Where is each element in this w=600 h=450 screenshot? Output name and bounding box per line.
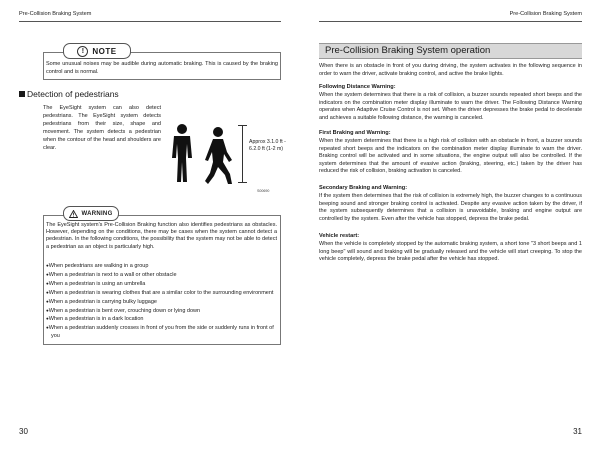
dimension-tick-top: [238, 125, 247, 126]
detection-heading: [19, 89, 119, 99]
dimension-line: [242, 125, 243, 183]
warning-item: ● When a pedestrian is using an umbrella: [46, 280, 276, 289]
pedestrian-silhouettes: [160, 118, 240, 190]
following-distance-heading: Following Distance Warning:: [319, 84, 396, 90]
warning-text: The EyeSight system's Pre-Collision Braking function also identifies pedestrians as obstacles. However, depending on the conditions, there may be cases when the system cannot detect a pedestrian. In the following conditions, the possibility that the system may not be able to detect a pedestrian as an object is particularly high.: [46, 222, 277, 250]
page-number-left: 30: [19, 427, 28, 436]
secondary-braking-heading: Secondary Braking and Warning:: [319, 185, 408, 191]
dimension-label: Approx 3.1.0 ft - 6.2.0 ft (1-2 m): [249, 139, 286, 152]
figure-code: S00690: [257, 189, 270, 193]
header-rule-left: [19, 21, 281, 22]
running-head-right: Pre-Collision Braking System: [509, 11, 582, 17]
dimension-tick-bottom: [238, 182, 247, 183]
pedestrian-figure: [160, 118, 286, 198]
note-text: Some unusual noises may be audible during automatic braking. This is caused by the braking control and is normal.: [46, 61, 278, 76]
page-number-right: 31: [573, 427, 582, 436]
warning-item: ● When a pedestrian is in a dark location: [46, 315, 276, 324]
detection-body: The EyeSight system can also detect pedestrians. The EyeSight system detects pedestrians from their size, shape and movement. The system detects a pedestrian when the contour of the head and shoulders are clear.: [43, 105, 161, 152]
note-label: NOTE: [92, 46, 117, 56]
detection-heading-text: Detection of pedestrians: [27, 89, 119, 99]
walking-pedestrian-icon: [205, 127, 232, 184]
following-distance-body: When the system determines that there is a risk of collision, a buzzer sounds repeated short beeps and the indicators on the combination meter display illuminate to warn the driver. The Following Distance Warning operates when Adaptive Cruise Control is not set. When the driver depresses the brake pedal to decelerate and achieves a suitable following distance, the warning is canceled.: [319, 92, 582, 121]
first-braking-heading: First Braking and Warning:: [319, 130, 391, 136]
warning-list: [46, 262, 276, 341]
warning-triangle-icon: [69, 210, 78, 218]
warning-item: ● When a pedestrian is bent over, crouching down or lying down: [46, 307, 276, 316]
right-page: [300, 0, 600, 450]
standing-pedestrian-icon: [172, 124, 192, 182]
section-title: Pre-Collision Braking System operation: [325, 45, 491, 56]
vehicle-restart-heading: Vehicle restart:: [319, 233, 360, 239]
warning-item: ● When a pedestrian suddenly crosses in front of you from the side or suddenly runs in front of you: [46, 324, 276, 341]
warning-tab: [63, 206, 119, 221]
header-rule-right: [319, 21, 582, 22]
running-head-left: Pre-Collision Braking System: [19, 11, 92, 17]
info-icon: !: [77, 46, 88, 57]
warning-item: ● When a pedestrian is wearing clothes that are a similar color to the surrounding environment: [46, 289, 276, 298]
vehicle-restart-body: When the vehicle is completely stopped by the automatic braking system, a short tone "3 short beeps and 1 long beep" will sound and braking will be gradually released and the vehicle will start creeping. To stop the vehicle completely, depress the brake pedal after the vehicle has stopped.: [319, 241, 582, 263]
square-bullet-icon: [19, 91, 25, 97]
intro-text: When there is an obstacle in front of you during driving, the system activates in the following sequence in order to warn the driver, activate braking control, and active the brake lights.: [319, 63, 582, 77]
note-tab: [63, 43, 131, 59]
warning-item: ● When a pedestrian is next to a wall or other obstacle: [46, 271, 276, 280]
warning-label: WARNING: [81, 210, 113, 217]
warning-item: ● When pedestrians are walking in a group: [46, 262, 276, 271]
secondary-braking-body: If the system then determines that the risk of collision is extremely high, the buzzer changes to a continuous beeping sound and stronger braking control is activated. Despite any evasive action taken by the driver, if the system subsequently determines that a collision is unavoidable, braking and engine output are controlled by the system. Even after the vehicle has stopped, depress the brake pedal.: [319, 193, 582, 222]
first-braking-body: When the system determines that there is a high risk of collision with an obstacle in front, a buzzer sounds repeated short beeps and the indicators on the combination meter display illuminate to warn the driver. Braking control will be activated and in some situations, the engine output will also be controlled. If the system determines that the amount of evasive action (braking, steering, etc.) taken by the driver has reduced the risk of collision, braking activation is canceled.: [319, 138, 582, 175]
warning-item: ● When a pedestrian is carrying bulky luggage: [46, 298, 276, 307]
